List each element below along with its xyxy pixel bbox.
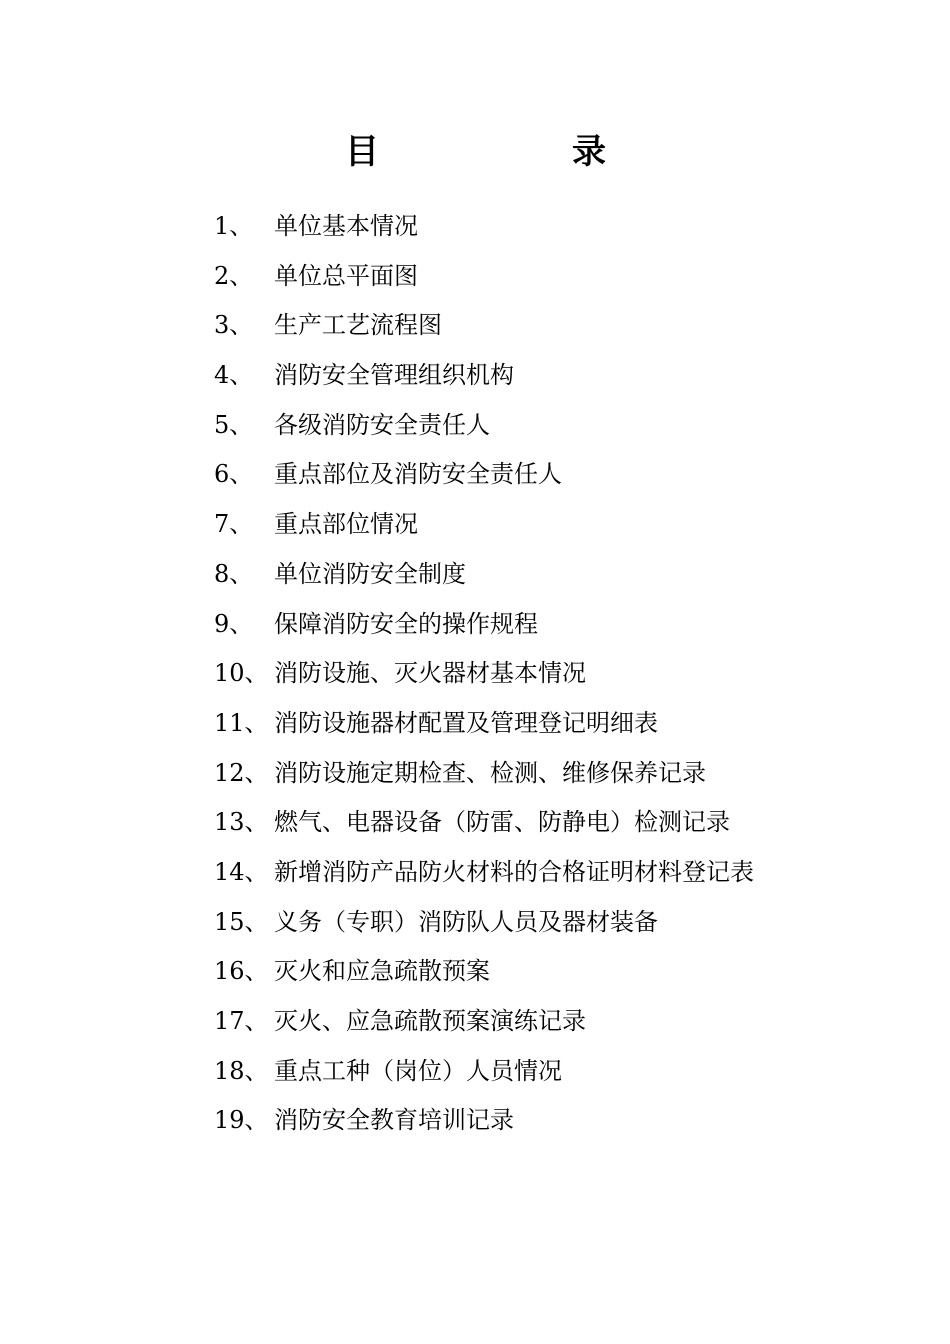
toc-item-title: 生产工艺流程图 — [274, 311, 442, 340]
toc-item-title: 灭火和应急疏散预案 — [274, 957, 490, 986]
toc-item-number: 18、 — [214, 1056, 269, 1085]
title-char-1: 目 — [345, 132, 379, 172]
toc-item-title: 单位消防安全制度 — [274, 559, 466, 588]
toc-item-number: 14、 — [214, 857, 269, 886]
toc-item-number: 7、 — [214, 510, 254, 539]
toc-item-title: 新增消防产品防火材料的合格证明材料登记表 — [274, 857, 754, 886]
toc-item-title: 燃气、电器设备（防雷、防静电）检测记录 — [274, 808, 730, 837]
toc-item-number: 1、 — [214, 212, 254, 240]
toc-item — [214, 600, 894, 650]
toc-item-number: 2、 — [214, 261, 254, 290]
toc-item-title: 保障消防安全的操作规程 — [274, 609, 538, 638]
toc-item-title: 重点部位及消防安全责任人 — [274, 460, 562, 489]
toc-item-number: 6、 — [214, 460, 254, 489]
toc-item-title: 重点工种（岗位）人员情况 — [274, 1056, 562, 1085]
toc-item-title: 消防安全教育培训记录 — [274, 1106, 514, 1135]
page-title — [0, 128, 950, 176]
toc-item-number: 17、 — [214, 1007, 269, 1035]
toc-item-number: 19、 — [214, 1106, 269, 1135]
toc-item — [214, 1047, 894, 1097]
toc-item-number: 16、 — [214, 957, 269, 986]
toc-item — [214, 450, 894, 500]
toc-item-number: 5、 — [214, 410, 254, 439]
toc-item-title: 灭火、应急疏散预案演练记录 — [274, 1007, 586, 1035]
toc-item — [214, 550, 894, 600]
toc-item — [214, 947, 894, 997]
toc-item — [214, 401, 894, 451]
toc-item-number: 9、 — [214, 609, 254, 638]
toc-item-title: 单位基本情况 — [274, 212, 418, 240]
toc-item-title: 消防安全管理组织机构 — [274, 361, 514, 390]
toc-item — [214, 500, 894, 550]
toc-item-title: 义务（专职）消防队人员及器材装备 — [274, 907, 658, 936]
toc-item-number: 4、 — [214, 361, 254, 390]
toc-item — [214, 798, 894, 848]
toc-item-title: 重点部位情况 — [274, 510, 418, 539]
toc-item-title: 消防设施定期检查、检测、维修保养记录 — [274, 758, 706, 787]
toc-item — [214, 898, 894, 948]
toc-item-title: 单位总平面图 — [274, 261, 418, 290]
toc-item — [214, 351, 894, 401]
toc-item-number: 13、 — [214, 808, 269, 837]
toc-item-number: 12、 — [214, 758, 269, 787]
title-char-2: 录 — [572, 132, 606, 172]
toc-item — [214, 1096, 894, 1146]
toc-item-number: 10、 — [214, 659, 269, 688]
toc-item-number: 11、 — [214, 708, 269, 737]
toc-item — [214, 301, 894, 351]
toc-item-title: 消防设施器材配置及管理登记明细表 — [274, 708, 658, 737]
toc-item — [214, 252, 894, 302]
table-of-contents — [214, 202, 894, 1146]
toc-item — [214, 202, 894, 252]
toc-item-number: 8、 — [214, 559, 254, 588]
toc-item — [214, 699, 894, 749]
toc-item-title: 消防设施、灭火器材基本情况 — [274, 659, 586, 688]
toc-item-number: 15、 — [214, 907, 269, 936]
toc-item-title: 各级消防安全责任人 — [274, 410, 490, 439]
toc-item — [214, 649, 894, 699]
toc-item — [214, 997, 894, 1047]
toc-item — [214, 749, 894, 799]
toc-item — [214, 848, 894, 898]
toc-item-number: 3、 — [214, 311, 254, 340]
